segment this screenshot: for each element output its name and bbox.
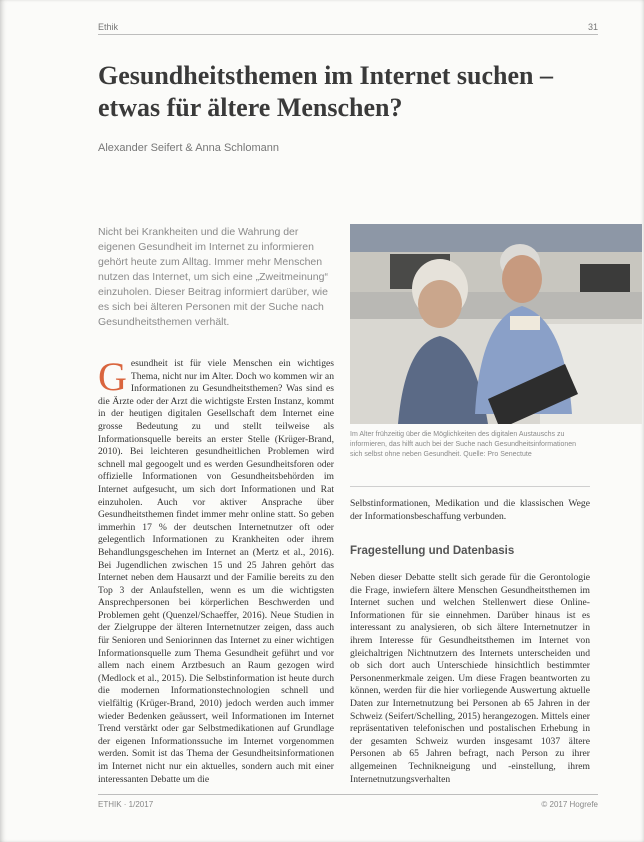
section-heading: Fragestellung und Datenbasis xyxy=(350,545,515,557)
body-right-text: Neben dieser Debatte stellt sich gerade für die Gerontologie die Frage, inwiefern ältere Menschen Gesundheitsthemen im Internet suchen und welchen Stellenwert diese Online-Informationen für sie einnehmen. Darüber hinaus ist es interessant zu analysieren, ob sich ältere Internetnutzer in ihrem Interesse für Gesundheitsthemen im Internet von gleichaltrigen Nichtnutzern des Internets unterscheiden und ob sich dort auch Unterschiede hinsichtlich bestimmter Personenmerkmale zeigen. Um diese Fragen beantworten zu können, werden für die hier vorliegende Auswertung aktuelle Daten zur Internetnutzung bei Personen ab 65 Jahren in der Schweiz (Seifert/Schelling, 2015) herangezogen. Mittels einer repräsentativen telefonischen und postalischen Erhebung in der gesamten Schweiz wurden insgesamt 1037 ältere Personen ab 65 Jahren befragt, nach Person zu ihrer allgemeinen Technikneigung und -einstellung, ihrem Internetnutzungsverhalten xyxy=(350,572,590,785)
article-title: Gesundheitsthemen im Internet suchen – etwas für ältere Menschen? xyxy=(98,61,554,122)
body-left-text: esundheit ist für viele Menschen ein wichtiges Thema, nicht nur im Alter. Doch wo kommen wir an Informationen zu Gesundheitsthemen? Was sind es die Ärzte oder der Arzt die wichtigste Ersten Instanz, kommt in der heutigen digitalen Gesellschaft dem Internet eine grosse Bedeutung zu und stellt teilweise als Informationsquelle bereits an erster Stelle (Krüger-Brand, 2010). Bei leichteren gesundheitlichen Problemen wird schnell mal gegoogelt und es werden Gesundheitsforen oder offizielle Informationen von Gesundheitsbehörden im Internet aufgesucht, um sich dort Informationen und Rat einzuholen. Auch vor aktiver Ansprache über Gesundheitsthemen findet immer mehr online statt. So geben immerhin 17 % der deutschen Internetnutzer oft oder gelegentlich Informationen zu Krankheiten oder ihrem Behandlungsgeschehen im Internet an (Mertz et al., 2016). Bei Jugendlichen zwischen 15 und 25 Jahren gehört das Internet neben dem Hausarzt und der Familie bereits zu den Top 3 der Anlaufstellen, wenn es um die wichtigsten Ansprechpersonen bei körperlichen Beschwerden und Problemen geht (Quenzel/Schaeffer, 2016). Neue Studien in der Zielgruppe der älteren Internetnutzer zeigen, dass auch für Senioren und Seniorinnen das Internet zu einer wichtigen Informationsquelle zum Thema Gesundheit geführt und vor allem nach einem Arztbesuch an Raum gezogen wird (Medlock et al., 2015). Die Selbstinformation ist heute durch die modernen Informationstechnologien schnell und vielfältig (Krüger-Brand, 2010) jedoch werden auch immer wieder Bedenken geäussert, weil Informationen im Internet Trend verstärkt oder gar Selbstmedikationen auf Grundlage der eigenen Informationssuche im Internet vorgenommen werden. Somit ist das Thema der Gesundheitsinformationen im Internet nicht nur ein aktuelles, sondern auch mit einer interessanten Debatte um die xyxy=(98,358,334,785)
article-photo xyxy=(350,224,642,424)
footer-rule xyxy=(98,794,598,795)
photo-caption: Im Alter frühzeitig über die Möglichkeiten des digitalen Austauschs zu informieren, das hilft auch bei der Suche nach Gesundheitsinformationen sich selbst ohne neben Gesundheit. Quelle: Pro Senectute xyxy=(350,431,577,458)
caption-divider xyxy=(350,486,590,487)
footer-journal: ETHIK · 1/2017 xyxy=(98,800,154,809)
photo-illustration xyxy=(350,224,642,424)
article-authors: Alexander Seifert & Anna Schlomann xyxy=(98,142,280,154)
footer-copyright: © 2017 Hogrefe xyxy=(541,800,598,809)
running-header: Ethik xyxy=(98,22,119,32)
body-column-left xyxy=(98,354,334,786)
page-number: 31 xyxy=(587,22,598,32)
drop-cap: G xyxy=(98,354,127,399)
body-right-intro: Selbstinformationen, Medikation und die klassischen Wege der Informationsbeschaffung verbunden. xyxy=(350,498,590,522)
header-rule xyxy=(98,34,598,35)
article-abstract: Nicht bei Krankheiten und die Wahrung der eigenen Gesundheit im Internet zu informieren gehört heute zum Alltag. Immer mehr Menschen nutzen das Internet, um sich eine „Zweitmeinung“ einzuholen. Dieser Beitrag informiert darüber, wie es sich bei älteren Personen mit der Suche nach Gesundheitsthemen verhält. xyxy=(98,226,328,328)
